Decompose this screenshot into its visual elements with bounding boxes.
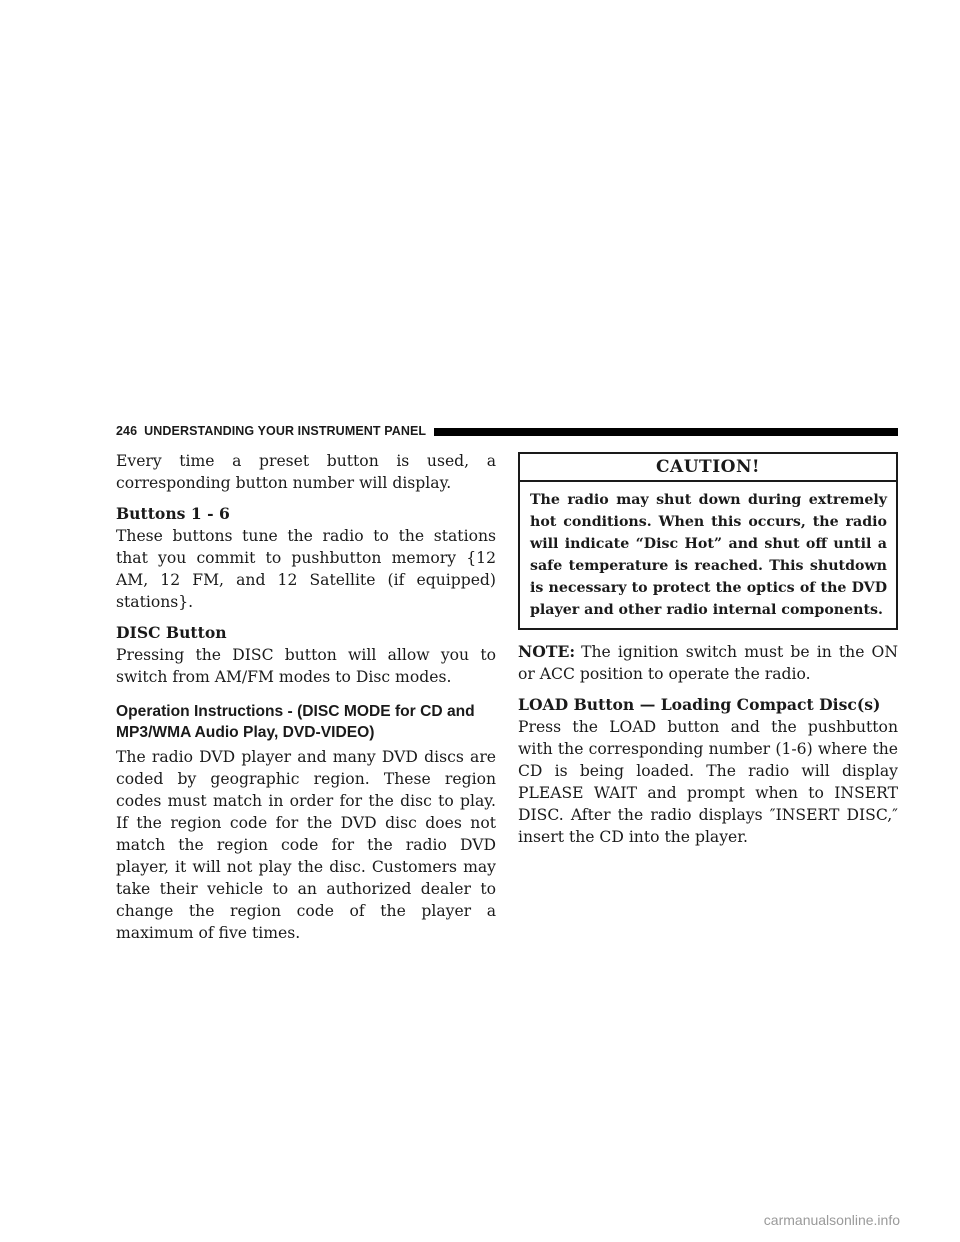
note-text: The ignition switch must be in the ON or ACC position to operate the radio. <box>518 643 898 683</box>
watermark: carmanualsonline.info <box>763 1212 900 1228</box>
note-label: NOTE: <box>518 642 576 661</box>
load-paragraph: Press the LOAD button and the pushbutton with the corresponding number (1-6) where the CD is being loaded. The radio will display PLEASE WAIT and prompt when to INSERT DISC. After the radio displays ″INSERT DISC,″ insert the CD into the player. <box>518 718 898 846</box>
page-header <box>116 423 898 439</box>
section-title: UNDERSTANDING YOUR INSTRUMENT PANEL <box>144 424 427 438</box>
note-paragraph <box>518 641 898 685</box>
disc-paragraph: Pressing the DISC button will allow you to switch from AM/FM modes to Disc modes. <box>116 646 496 686</box>
caution-box <box>518 452 898 630</box>
buttons-heading: Buttons 1 - 6 <box>116 504 230 523</box>
load-heading: LOAD Button — Loading Compact Disc(s) <box>518 695 881 714</box>
disc-heading: DISC Button <box>116 623 227 642</box>
left-column <box>116 450 496 953</box>
right-column <box>518 452 898 857</box>
intro-paragraph: Every time a preset button is used, a corresponding button number will display. <box>116 452 496 492</box>
page-number: 246 <box>116 424 138 438</box>
caution-title: CAUTION! <box>520 454 896 482</box>
operation-paragraph: The radio DVD player and many DVD discs are coded by geographic region. These region codes must match in order for the disc to play. If the region code for the DVD disc does not match the region code for the radio DVD player, it will not play the disc. Customers may take their vehicle to an authorized dealer to change the region code of the player a maximum of five times. <box>116 748 496 942</box>
caution-text: The radio may shut down during extremely hot conditions. When this occurs, the radio will indicate “Disc Hot” and shut off until a safe temperature is reached. This shutdown is necessary to protect the optics of the DVD player and other radio internal components. <box>530 492 887 618</box>
operation-heading: Operation Instructions - (DISC MODE for CD and MP3/WMA Audio Play, DVD-VIDEO) <box>116 703 475 741</box>
header-rule <box>434 428 898 436</box>
buttons-paragraph: These buttons tune the radio to the stations that you commit to pushbutton memory {12 AM, 12 FM, and 12 Satellite (if equipped) stations}. <box>116 527 496 611</box>
